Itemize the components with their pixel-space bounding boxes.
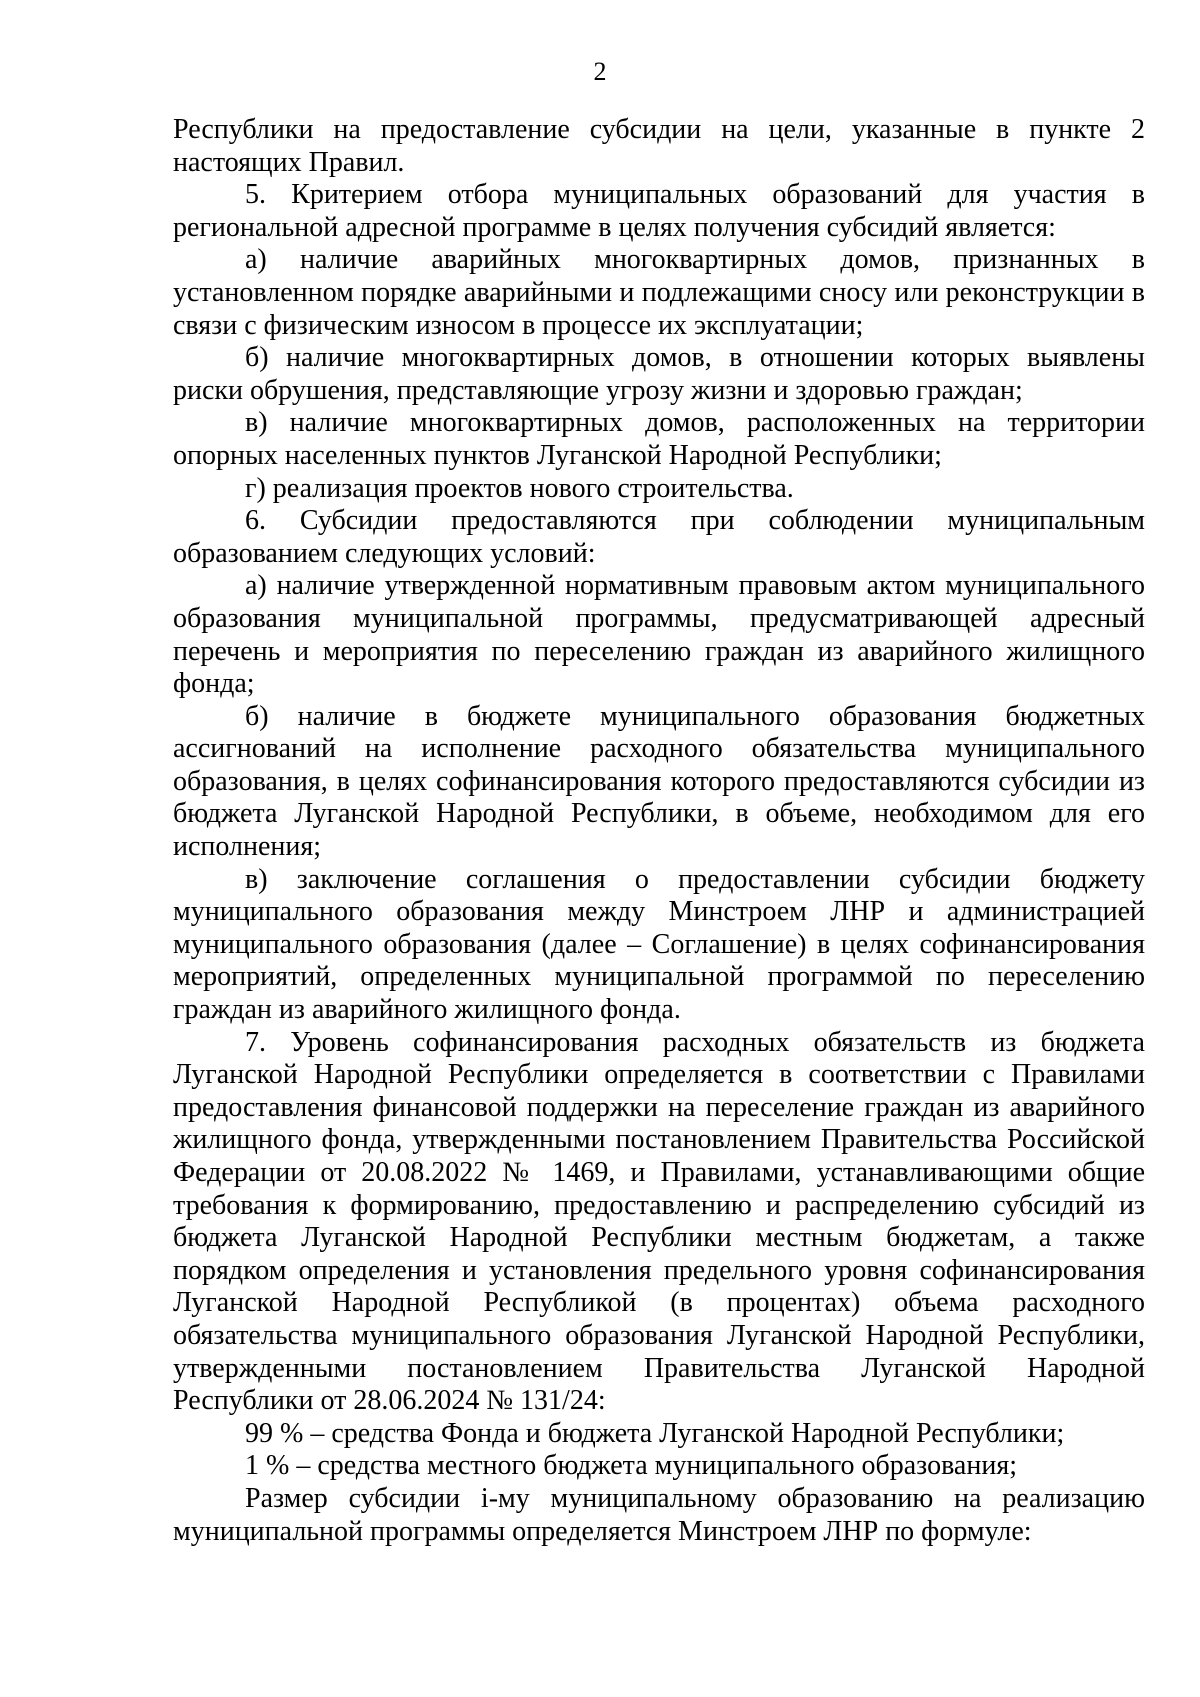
paragraph-item-7: 7. Уровень софинансирования расходных обязательств из бюджета Луганской Народной Республики определяется в соответствии с Правилами предоставления финансовой поддержки на переселение граждан из аварийного жилищного фонда, утвержденными постановлением Правительства Российской Федерации от 20.08.2022 № 1469, и Правилами, устанавливающими общие требования к формированию, предоставлению и распределению субсидий из бюджета Луганской Народной Республики местным бюджетам, а также порядком определения и установления предельного уровня софинансирования Луганской Народной Республикой (в процентах) объема расходного обязательства муниципального образования Луганской Народной Республики, утвержденными постановлением Правительства Луганской Народной Республики от 28.06.2024 № 131/24: — [173, 1026, 1145, 1417]
paragraph-item-6a: а) наличие утвержденной нормативным правовым актом муниципального образования муниципальной программы, предусматривающей адресный перечень и мероприятия по переселению граждан из аварийного жилищного фонда; — [173, 570, 1145, 700]
paragraph-item-5: 5. Критерием отбора муниципальных образований для участия в региональной адресной программе в целях получения субсидий является: — [173, 179, 1145, 243]
paragraph-item-5g: г) реализация проектов нового строительства. — [245, 472, 794, 504]
paragraph-item-6b: б) наличие в бюджете муниципального образования бюджетных ассигнований на исполнение расходного обязательства муниципального образования, в целях софинансирования которого предоставляются субсидии из бюджета Луганской Народной Республики, в объеме, необходимом для его исполнения; — [173, 700, 1145, 863]
page-number: 2 — [593, 57, 607, 86]
paragraph-item-6: 6. Субсидии предоставляются при соблюдении муниципальным образованием следующих условий: — [173, 505, 1145, 569]
paragraph-item-5v: в) наличие многоквартирных домов, расположенных на территории опорных населенных пунктов Луганской Народной Республики; — [173, 407, 1145, 471]
document-body — [173, 114, 1145, 1548]
paragraph-item-5a: а) наличие аварийных многоквартирных домов, признанных в установленном порядке аварийными и подлежащими сносу или реконструкции в связи с физическим износом в процессе их эксплуатации; — [173, 244, 1145, 341]
paragraph-item-6v: в) заключение соглашения о предоставлении субсидии бюджету муниципального образования между Минстроем ЛНР и администрацией муниципального образования (далее – Соглашение) в целях софинансирования мероприятий, определенных муниципальной программой по переселению граждан из аварийного жилищного фонда. — [173, 863, 1145, 1026]
paragraph-formula-intro: Размер субсидии i-му муниципальному образованию на реализацию муниципальной программы определяется Минстроем ЛНР по формуле: — [173, 1482, 1145, 1547]
paragraph-continuation: Республики на предоставление субсидии на цели, указанные в пункте 2 настоящих Правил. — [173, 114, 1145, 178]
paragraph-share-fund: 99 % – средства Фонда и бюджета Луганской Народной Республики; — [245, 1417, 1065, 1449]
paragraph-share-local: 1 % – средства местного бюджета муниципального образования; — [245, 1450, 1017, 1482]
paragraph-item-5b: б) наличие многоквартирных домов, в отношении которых выявлены риски обрушения, представляющие угрозу жизни и здоровью граждан; — [173, 342, 1145, 406]
